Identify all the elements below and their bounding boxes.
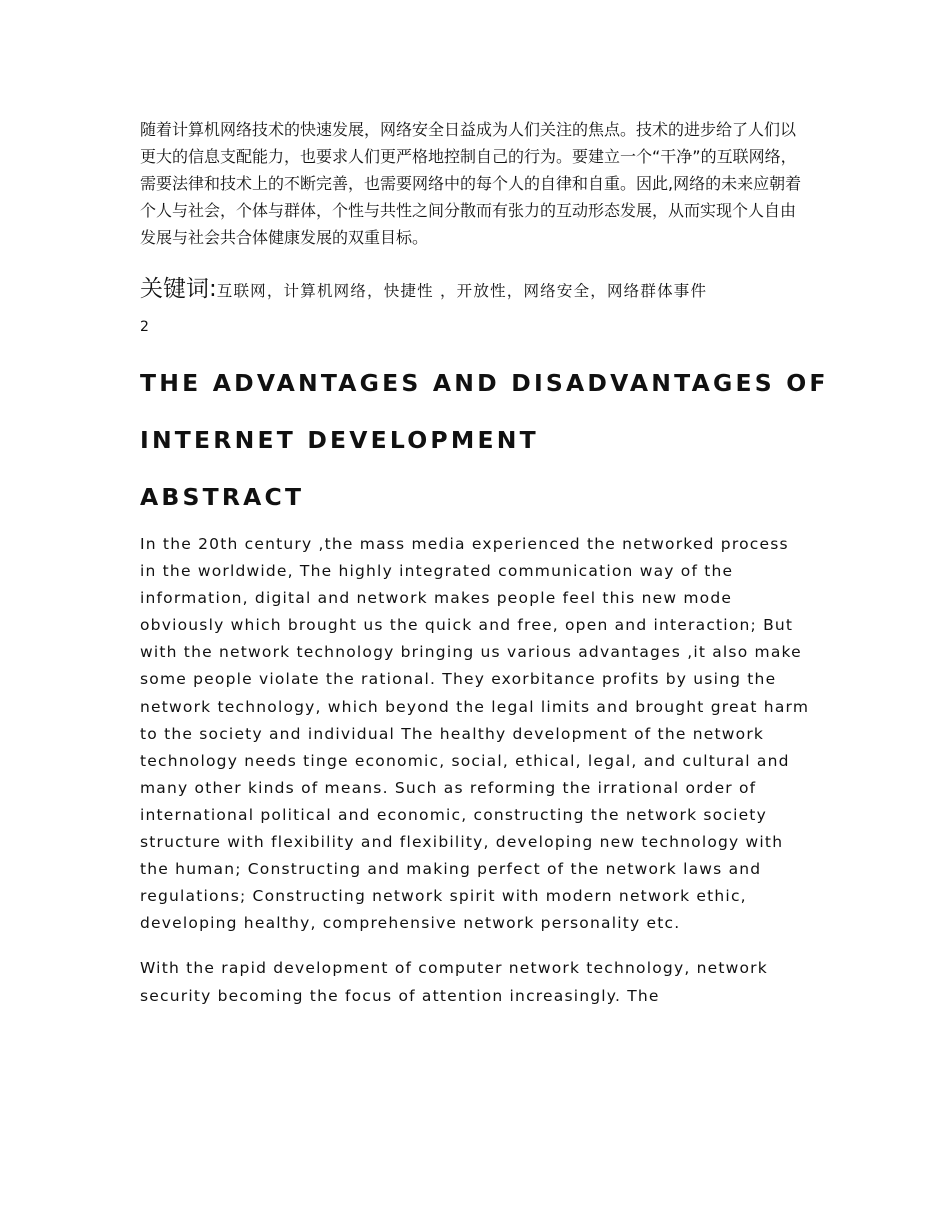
chinese-abstract-paragraph: 随着计算机网络技术的快速发展，网络安全日益成为人们关注的焦点。技术的进步给了人们以更大的信息支配能力，也要求人们更严格地控制自己的行为。要建立一个“干净”的互联网络，需要法律和技术上的不断完善，也需要网络中的每个人的自律和自重。因此,网络的未来应朝着个人与社会，个体与群体，个性与共性之间分散而有张力的互动形态发展，从而实现个人自由发展与社会共合体健康发展的双重目标。: [140, 120, 802, 247]
english-title-line-2: INTERNET DEVELOPMENT: [140, 426, 539, 454]
english-abstract-paragraph-1: In the 20th century ,the mass media experienced the networked process in the worldwide, The highly integrated communication way of the information, digital and network makes people feel this new mode obviously which brought us the quick and free, open and interaction; But with the network technology bringing us various advantages ,it also make some people violate the rational. They exorbitance profits by using the network technology, which beyond the legal limits and brought great harm to the society and individual The healthy development of the network technology needs tinge economic, social, ethical, legal, and cultural and many other kinds of means. Such as reforming the irrational order of international political and economic, constructing the network society structure with flexibility and flexibility, developing new technology with the human; Constructing and making perfect of the network laws and regulations; Constructing network spirit with modern network ethic, developing healthy, comprehensive network personality etc.: [140, 535, 810, 933]
english-abstract-paragraph-2: With the rapid development of computer network technology, network security becoming the focus of attention increasingly. The: [140, 959, 768, 1005]
english-title-line-1: THE ADVANTAGES AND DISADVANTAGES OF: [140, 369, 829, 397]
page-number: 2: [140, 319, 149, 335]
document-page: [140, 116, 829, 1010]
keywords-line: [140, 273, 810, 307]
keywords-text: 互联网，计算机网络，快捷性 ，开放性，网络安全，网络群体事件: [216, 282, 708, 300]
keywords-label: 关键词:: [140, 276, 217, 302]
abstract-heading: ABSTRACT: [140, 483, 305, 511]
